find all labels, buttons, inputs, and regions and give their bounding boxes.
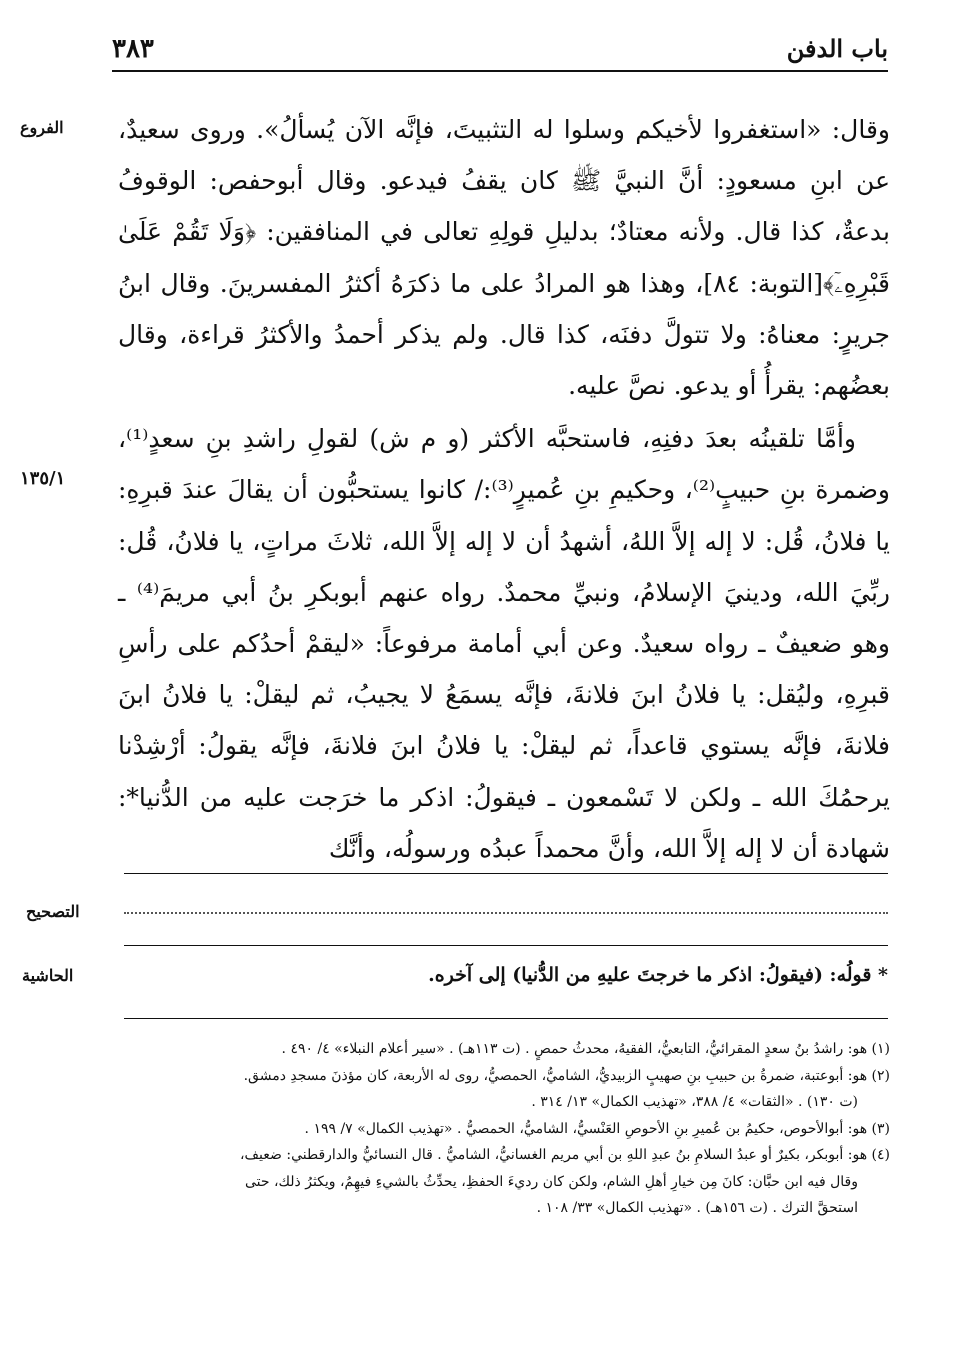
margin-label-hashia: الحاشية [22,966,74,985]
footnote-4: (٤) هو: أبوبكر، بكيرٌ أو عبدُ السلامِ بنُ عبدِ اللهِ بن أبي مريم الغسانيُّ، الشاميُّ . قال النسائيُّ والدارقطني: ضعيف، [240,1147,890,1163]
page-header [112,30,888,72]
footnote-divider [124,1018,888,1019]
dotted-line [124,912,888,914]
footnote-4-end: استحقَّ الترك . (ت ١٥٦هـ) . «تهذيب الكمال» ٣٣/ ١٠٨ . [536,1200,858,1216]
main-text [118,104,890,874]
hashia-text: * قولُه: (فيقولُ: اذكر ما خرجتَ عليهِ من الدُّنيا) إلى آخره. [428,964,888,986]
footnote-2-continued: (ت ١٣٠) . «الثقات» ٤/ ٣٨٨، «تهذيب الكمال» ١٣/ ٣١٤ . [531,1094,858,1110]
footnotes [118,1036,890,1222]
paragraph-1: وقال: «استغفروا لأخيكم وسلوا له التثبيتَ، فإنَّه الآن يُسألُ». وروى سعيدٌ، عن ابنِ مسعودٍ: أنَّ النبيَّ ﷺ كان يقفُ فيدعو. وقال أبوحفص: الوقوفُ بدعةٌ، كذا قال. ولأنه معتادٌ؛ بدليلِ قولِهِ تعالى في المنافقين: ﴿وَلَا تَقُمْ عَلَىٰ قَبْرِهِۦٓ﴾[التوبة: ٨٤]، وهذا هو المرادُ على ما ذكرَهُ أكثرُ المفسرينَ. وقال ابنُ جريرٍ: معناهُ: ولا تتولَّ دفنَه، كذا قال. ولم يذكر أحمدُ والأكثرُ قراءة، وقال بعضُهم: يقرأُ أو يدعو. نصَّ عليه. [118,115,891,401]
footnote-1: (١) هو: راشدُ بنُ سعدٍ المقرائيُّ، التابعيُّ، الفقيهُ، محدثُ حمصٍ . (ت ١١٣هـ) . «سير أعلام النبلاء» ٤/ ٤٩٠ . [281,1041,890,1057]
margin-label-furu: الفروع [20,118,64,137]
page-number: ٣٨٣ [112,34,154,64]
footnote-4-continued: وقال فيه ابن حبَّان: كانَ مِن خيارِ أهلِ الشام، ولكن كان رديءَ الحفظِ، يحدِّثُ بالشيءِ فيهِمُ، ويكثرُ ذلك، حتى [244,1173,858,1190]
footnote-3: (٣) هو: أبوالأحوص، حكيمُ بن عُميرِ بنِ الأحوصِ العَنْسيُّ، الشاميُّ، الحمصيُّ . «تهذيب الكمال» ٧/ ١٩٩ . [304,1120,890,1137]
chapter-title: باب الدفن [786,34,888,63]
paragraph-2: وأمَّا تلقينُه بعدَ دفنِهِ، فاستحبَّه الأكثر (و م ش) لقولِ راشدِ بنِ سعدٍ⁽¹⁾، وضمرة بنِ حبيبٍ⁽²⁾، وحكيمِ بنِ عُميرٍ⁽³⁾:/ كانوا يستحبُّون أن يقالَ عندَ قبرِهِ: يا فلانُ، قُل: لا إله إلاَّ اللهُ، أشهدُ أن لا إله إلاَّ الله، ثلاثَ مراتٍ، يا فلانُ، قُل: ربِّيَ الله، ودينيَ الإسلامُ، ونبيِّ محمدٌ. رواه عنهم أبوبكرِ بنُ أبي مريمَ⁽⁴⁾ ـ وهو ضعيفٌ ـ رواه سعيدٌ. وعن أبي أمامة مرفوعاً: «ليقمْ أحدُكم على رأسِ قبرِهِ، وليُقل: يا فلانُ ابنَ فلانةَ، فإنَّه يسمَعُ لا يجيبُ، ثم ليقلْ: يا فلانُ ابنَ فلانةَ، فإنَّه يستوي قاعداً، ثم ليقلْ: يا فلانُ ابنَ فلانةَ، فإنَّه يقولُ: أرْشِدْنا يرحمُكَ الله ـ ولكن لا تَسْمعون ـ فيقولُ: اذكر ما خرَجت عليه من الدُّنيا*: شهادة أن لا إله إلاَّ الله، وأنَّ محمداً عبدُه ورسولُه، وأنَّك [118,424,890,863]
divider-line [124,945,888,946]
divider-line [124,873,888,874]
volume-page-reference: ١٣٥/١ [20,468,66,489]
margin-label-tashih: التصحيح [26,902,80,921]
footnote-2: (٢) هو: أبوعتبة، ضمرةُ بن حبيبِ بنِ صهيبٍ الزبيديُّ، الشاميُّ، الحمصيُّ، روى له الأربعة، كان مؤذنَ مسجدِ دمشق. [243,1067,890,1084]
